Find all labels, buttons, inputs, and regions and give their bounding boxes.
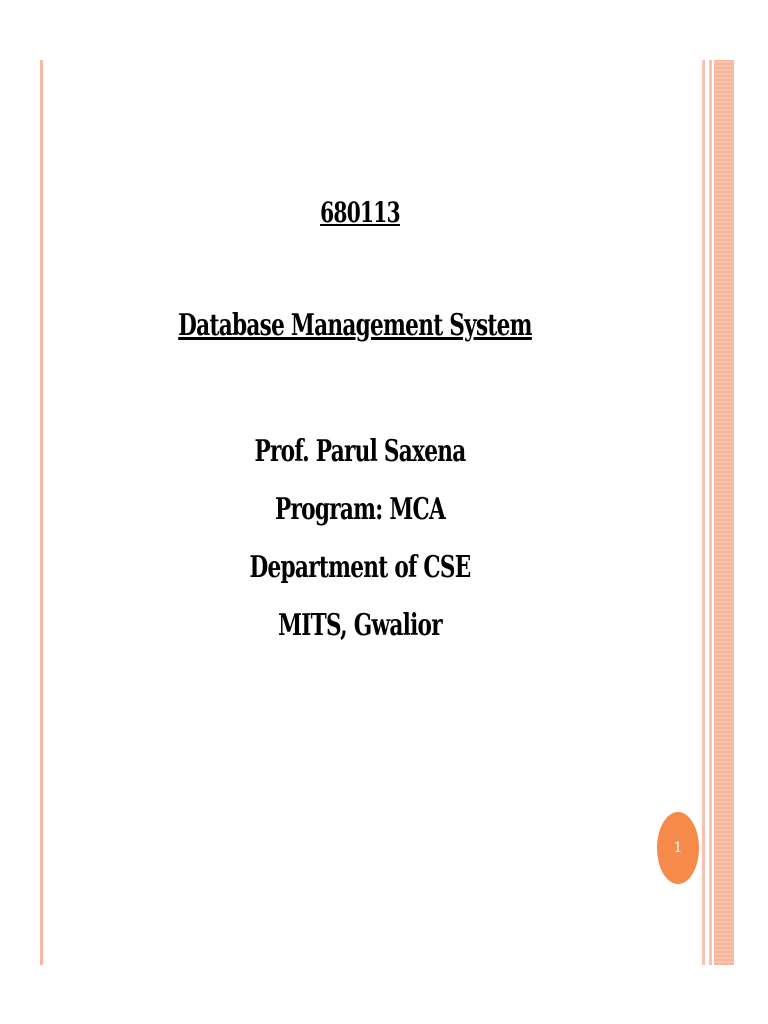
presenter-info bbox=[144, 423, 576, 655]
left-border-rule bbox=[40, 60, 43, 965]
presenter-name: Prof. Parul Saxena bbox=[254, 434, 466, 469]
program-line: Program: MCA bbox=[274, 492, 446, 527]
course-code: 680113 bbox=[320, 196, 400, 229]
page-number-badge: 1 bbox=[657, 812, 699, 884]
course-title: Database Management System bbox=[178, 308, 532, 343]
band-texture bbox=[714, 60, 734, 965]
right-decorative-band bbox=[702, 60, 734, 965]
institute-line: MITS, Gwalior bbox=[278, 608, 442, 643]
department-line: Department of CSE bbox=[249, 550, 471, 585]
